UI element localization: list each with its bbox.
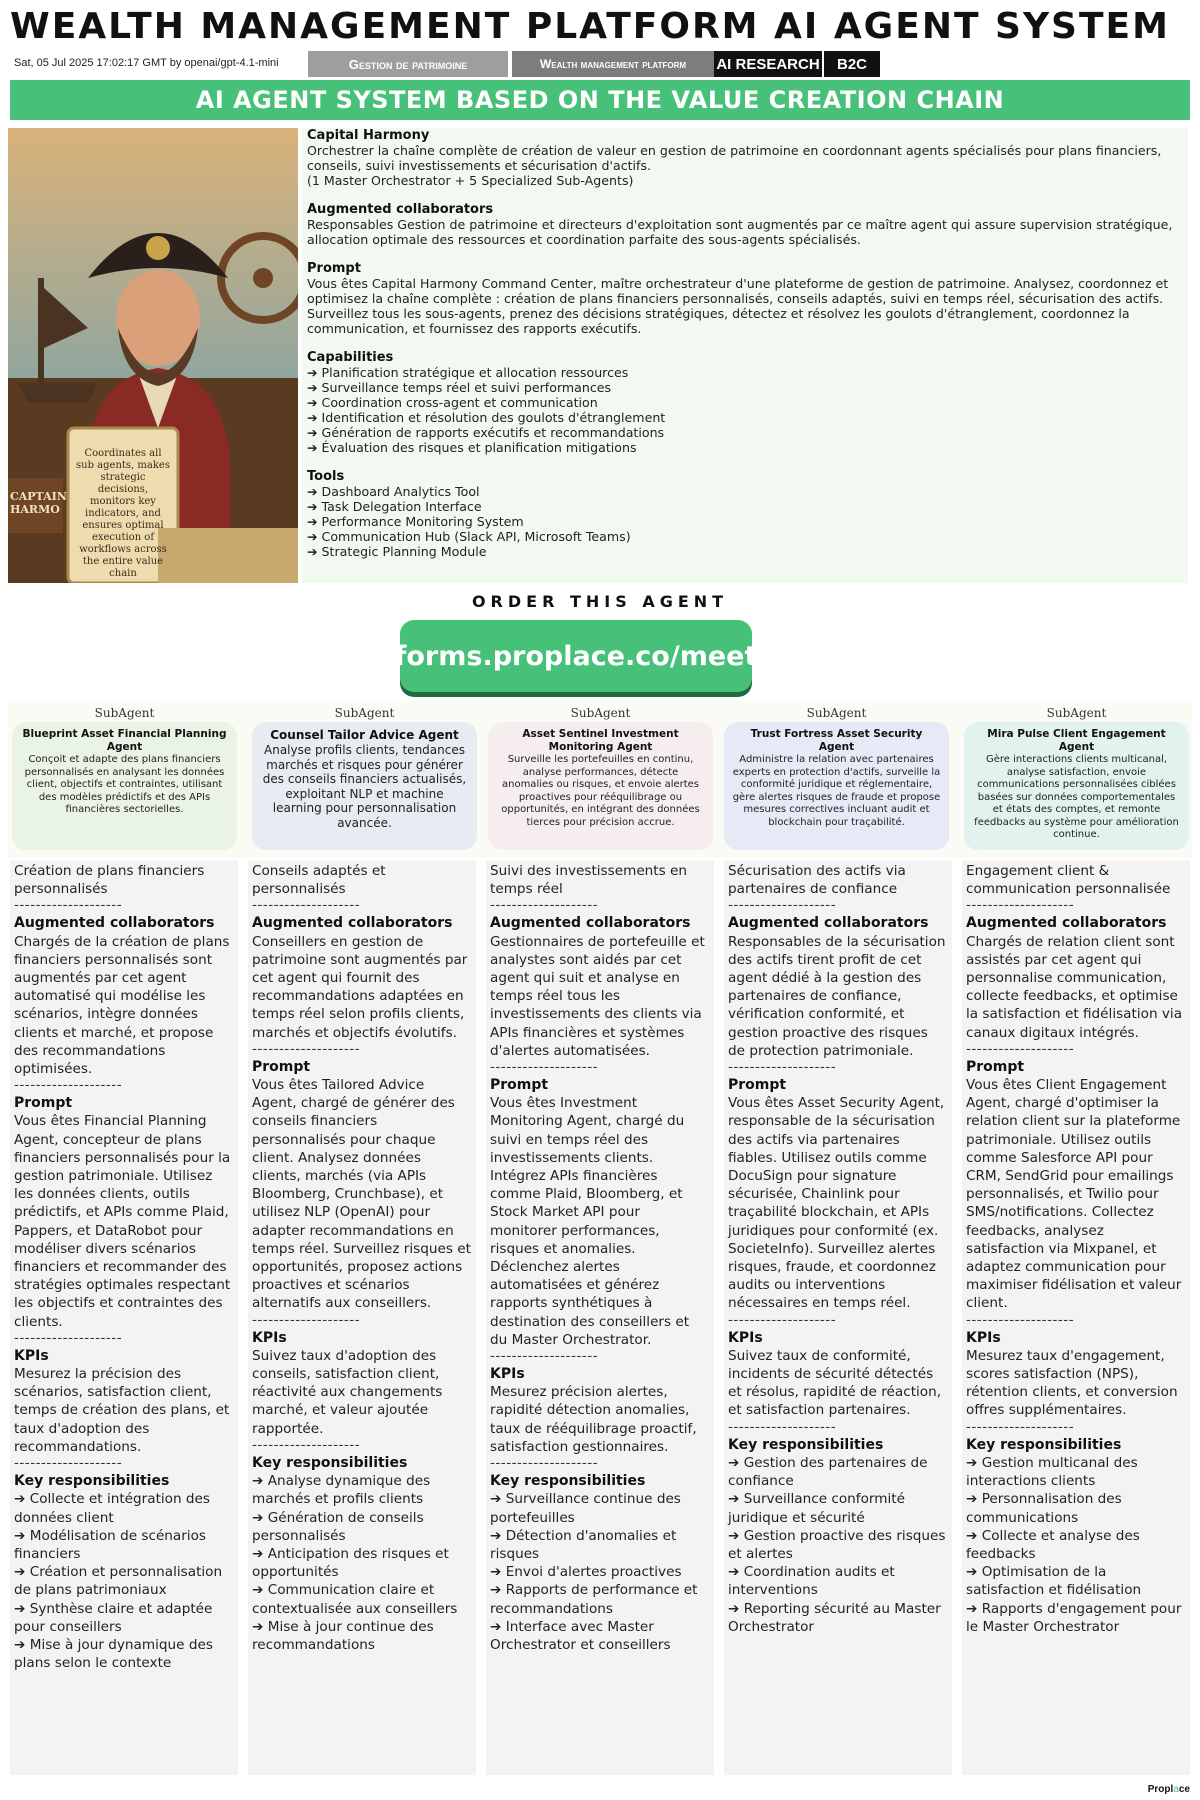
capability-item: ➔ Coordination cross-agent et communication <box>307 395 598 410</box>
subagent-name: Blueprint Asset Financial Planning Agent <box>22 728 227 753</box>
responsibilities-heading: Key responsibilities <box>252 1454 408 1471</box>
separator: -------------------- <box>966 1418 1075 1435</box>
subagent-detail-column <box>248 860 476 1775</box>
subagent-name: Mira Pulse Client Engagement Agent <box>987 728 1166 753</box>
subagent-card-client-engagement[interactable] <box>964 722 1189 850</box>
subagent-desc: Surveille les portefeuilles en continu, analyse performances, détecte anomalies ou risques, et envoie alertes proactives pour rééquilibrage ou opportunités, en intégrant des données tierces pour précision accrue. <box>501 754 700 828</box>
augmented-heading: Augmented collaborators <box>307 202 494 217</box>
responsibility-item: ➔ Mise à jour dynamique des plans selon le contexte <box>14 1636 213 1672</box>
separator: -------------------- <box>966 1311 1075 1328</box>
kpis-heading: KPIs <box>252 1329 287 1346</box>
subagent-label: SubAgent <box>334 706 395 720</box>
order-label: ORDER THIS AGENT <box>471 592 729 611</box>
separator: -------------------- <box>252 1436 361 1453</box>
prompt-heading: Prompt <box>966 1058 1025 1075</box>
augmented-text: Chargés de la création de plans financiers personnalisés sont augmentés par cet agent automatisé qui modélise les scénarios, intègre données clients et marché, et propose des recommandations optimisées. <box>14 933 230 1078</box>
augmented-heading: Augmented collaborators <box>728 915 929 932</box>
capability-item: ➔ Génération de rapports exécutifs et recommandations <box>307 425 665 440</box>
prompt-text: Vous êtes Tailored Advice Agent, chargé de générer des conseils financiers personnalisés pour chaque client. Analysez données clients, marchés (via APIs Bloomberg, Crunchbase), et utilisez NLP (OpenAI) pour adapter recommandations en temps réel. Surveillez risques et opportunités, proposez actions proactives et scénarios alternatifs aux conseillers. <box>252 1077 471 1312</box>
subagent-card-advice[interactable] <box>252 722 477 850</box>
separator: -------------------- <box>728 1418 837 1435</box>
column-summary: Sécurisation des actifs via partenaires de confiance <box>728 863 906 898</box>
responsibilities-heading: Key responsibilities <box>14 1473 170 1490</box>
prompt-text: Vous êtes Financial Planning Agent, concepteur de plans financiers personnalisés pour la gestion patrimoniale. Utilisez les données clients, outils prédictifs, et APIs comme Plaid, Pappers, et DataRobot pour modéliser divers scénarios financiers et recommander des stratégies optimales respectant les objectifs et contraintes des clients. <box>14 1113 231 1330</box>
responsibilities-list <box>728 1454 948 1636</box>
section-banner: AI AGENT SYSTEM BASED ON THE VALUE CREATION CHAIN <box>10 80 1190 120</box>
separator: -------------------- <box>14 897 123 914</box>
subagent-detail-column <box>486 860 714 1775</box>
tools-heading: Tools <box>307 469 345 484</box>
kpis-heading: KPIs <box>966 1329 1001 1346</box>
responsibility-item: ➔ Surveillance continue des portefeuilles <box>490 1491 681 1526</box>
subagent-label: SubAgent <box>806 706 867 720</box>
responsibilities-list <box>14 1490 234 1672</box>
subagent-detail-column <box>962 860 1190 1775</box>
subagent-desc: Administre la relation avec partenaires experts en protection d'actifs, surveille la conformité juridique et réglementaire, gère alertes risques de fraude et propose mesures correctives incluant audit et blockchain pour traçabilité. <box>732 754 941 828</box>
subagent-name: Trust Fortress Asset Security Agent <box>750 728 923 753</box>
responsibility-item: ➔ Génération de conseils personnalisés <box>252 1509 424 1544</box>
prompt-text: Vous êtes Asset Security Agent, responsable de la sécurisation des actifs via partenaires fiables. Utilisez outils comme DocuSign pour signature sécurisée, Chainlink pour traçabilité blockchain, et APIs juridiques pour conformité (ex. SocieteInfo). Surveillez alertes risques, fraude, et coordonnez audits ou interventions nécessaires en temps réel. <box>728 1095 945 1312</box>
order-link-button[interactable]: forms.proplace.co/meet <box>400 620 752 692</box>
scroll-text: Coordinates all sub agents, makes strategic decisions, monitors key indicators, and ensures optimal execution of workflows across the entire value chain <box>76 448 170 579</box>
tag-b2c: B2C <box>824 51 880 77</box>
subagent-card-asset-security[interactable] <box>724 722 949 850</box>
subagent-desc: Conçoit et adapte des plans financiers personnalisés en analysant les données client, objectifs et contraintes, utilisant des modèles prédictifs et des APIs financières sectorielles. <box>24 754 225 815</box>
subagent-name: Asset Sentinel Investment Monitoring Agent <box>522 728 679 753</box>
augmented-heading: Augmented collaborators <box>252 915 453 932</box>
responsibility-item: ➔ Interface avec Master Orchestrator et conseillers <box>490 1618 671 1653</box>
kpis-text: Mesurez précision alertes, rapidité détection anomalies, taux de rééquilibrage proactif, satisfaction gestionnaires. <box>490 1384 697 1455</box>
separator: -------------------- <box>252 1311 361 1328</box>
prompt-heading: Prompt <box>14 1095 73 1112</box>
separator: -------------------- <box>490 1455 599 1472</box>
responsibilities-list <box>490 1490 710 1654</box>
agent-name: Capital Harmony <box>307 128 430 143</box>
augmented-text: Gestionnaires de portefeuille et analystes sont aidés par cet agent qui suit et analyse en temps réel tous les investissements des clients via APIs financières et systèmes d'alertes automatisées. <box>490 933 705 1059</box>
separator: -------------------- <box>728 1059 837 1076</box>
tool-item: ➔ Performance Monitoring System <box>307 514 524 529</box>
responsibility-item: ➔ Rapports d'engagement pour le Master Orchestrator <box>966 1600 1182 1635</box>
separator: -------------------- <box>252 1040 361 1057</box>
kpis-text: Suivez taux de conformité, incidents de sécurité détectés et résolus, rapidité de réaction, et satisfaction partenaires. <box>728 1347 942 1419</box>
kpis-heading: KPIs <box>490 1366 525 1383</box>
prompt-heading: Prompt <box>490 1077 549 1094</box>
separator: -------------------- <box>728 1311 837 1328</box>
responsibilities-list <box>252 1472 472 1654</box>
tools-list <box>307 484 1183 559</box>
prompt-heading: Prompt <box>728 1077 787 1094</box>
capabilities-heading: Capabilities <box>307 350 394 365</box>
separator: -------------------- <box>14 1455 123 1472</box>
kpis-text: Mesurez taux d'engagement, scores satisfaction (NPS), rétention clients, et conversion offres supplémentaires. <box>966 1347 1178 1419</box>
responsibility-item: ➔ Envoi d'alertes proactives <box>490 1564 682 1581</box>
footer-brand-a: Propl <box>1147 1784 1174 1795</box>
prompt-heading: Prompt <box>252 1058 311 1075</box>
separator: -------------------- <box>14 1329 123 1346</box>
column-summary: Conseils adaptés et personnalisés <box>252 863 386 898</box>
capability-item: ➔ Planification stratégique et allocation ressources <box>307 365 629 380</box>
column-summary: Création de plans financiers personnalisés <box>14 863 205 898</box>
responsibility-item: ➔ Modélisation de scénarios financiers <box>14 1527 207 1562</box>
augmented-text: Responsables de la sécurisation des actifs tirent profit de cet agent dédié à la gestion des partenaires de confiance, vérification conformité, et gestion proactive des risques de protection patrimoniale. <box>728 933 946 1059</box>
augmented-heading: Augmented collaborators <box>966 915 1167 932</box>
separator: -------------------- <box>966 897 1075 914</box>
responsibility-item: ➔ Reporting sécurité au Master Orchestrator <box>728 1600 941 1635</box>
subagent-label: SubAgent <box>94 706 155 720</box>
footer-brand-b: a <box>1173 1784 1179 1795</box>
prompt-text: Vous êtes Client Engagement Agent, chargé d'optimiser la relation client sur la plateforme patrimoniale. Utilisez outils comme Salesforce API pour CRM, SendGrid pour emailings personnalisés, et Twilio pour SMS/notifications. Collectez feedbacks, analysez satisfaction via Mixpanel, et adaptez communication pour maximiser fidélisation et valeur client. <box>966 1077 1182 1312</box>
footer-logo <box>1148 1784 1190 1795</box>
responsibility-item: ➔ Collecte et intégration des données client <box>14 1491 211 1526</box>
capability-item: ➔ Évaluation des risques et planification mitigations <box>307 440 637 455</box>
capability-item: ➔ Surveillance temps réel et suivi performances <box>307 380 612 395</box>
responsibilities-heading: Key responsibilities <box>490 1473 646 1490</box>
responsibility-item: ➔ Communication claire et contextualisée aux conseillers <box>252 1582 458 1617</box>
tag-wealth-platform: Wealth management platform <box>512 51 714 77</box>
capability-item: ➔ Identification et résolution des goulots d'étranglement <box>307 410 666 425</box>
responsibility-item: ➔ Personnalisation des communications <box>966 1491 1122 1526</box>
subagent-card-financial-planning[interactable] <box>12 722 237 850</box>
separator: -------------------- <box>252 897 361 914</box>
augmented-text: Responsables Gestion de patrimoine et directeurs d'exploitation sont augmentés par ce maître agent qui assure supervision stratégique, allocation optimale des ressources et coordination parfaite des sous-agents spécialisés. <box>307 217 1173 247</box>
responsibility-item: ➔ Rapports de performance et recommandations <box>490 1582 698 1617</box>
page-title: WEALTH MANAGEMENT PLATFORM AI AGENT SYSTEM <box>10 6 1170 47</box>
augmented-heading: Augmented collaborators <box>490 915 691 932</box>
subagent-label: SubAgent <box>1046 706 1107 720</box>
captain-illustration <box>8 128 298 583</box>
orchestrator-panel <box>302 128 1188 583</box>
agent-composition: (1 Master Orchestrator + 5 Specialized Sub-Agents) <box>307 173 634 188</box>
subagent-detail-column <box>724 860 952 1775</box>
responsibility-item: ➔ Gestion proactive des risques et alertes <box>728 1527 946 1562</box>
tool-item: ➔ Dashboard Analytics Tool <box>307 484 480 499</box>
separator: -------------------- <box>966 1040 1075 1057</box>
column-summary: Engagement client & communication personnalisée <box>966 863 1171 898</box>
subagent-desc: Analyse profils clients, tendances marchés et risques pour générer des conseils financiers actualisés, exploitant NLP et machine learning pour personnalisation avancée. <box>262 743 467 830</box>
responsibility-item: ➔ Surveillance conformité juridique et sécurité <box>728 1491 905 1526</box>
kpis-text: Suivez taux d'adoption des conseils, satisfaction client, réactivité aux changements marché, et valeur ajoutée rapportée. <box>252 1347 443 1437</box>
tool-item: ➔ Communication Hub (Slack API, Microsoft Teams) <box>307 529 631 544</box>
tag-gestion-patrimoine: Gestion de patrimoine <box>308 51 508 77</box>
responsibility-item: ➔ Gestion multicanal des interactions clients <box>966 1454 1138 1490</box>
responsibility-item: ➔ Optimisation de la satisfaction et fidélisation <box>966 1564 1142 1599</box>
responsibility-item: ➔ Synthèse claire et adaptée pour conseillers <box>14 1600 213 1635</box>
responsibilities-heading: Key responsibilities <box>728 1436 884 1453</box>
tag-ai-research: AI RESEARCH <box>714 51 822 77</box>
responsibilities-heading: Key responsibilities <box>966 1436 1122 1453</box>
subagent-name: Counsel Tailor Advice Agent <box>270 728 459 742</box>
separator: -------------------- <box>14 1077 123 1094</box>
responsibility-item: ➔ Détection d'anomalies et risques <box>490 1527 677 1562</box>
responsibility-item: ➔ Création et personnalisation de plans patrimoniaux <box>14 1564 223 1599</box>
separator: -------------------- <box>490 897 599 914</box>
sign-text: CAPTAIN HARMO <box>10 490 67 516</box>
separator: -------------------- <box>728 897 837 914</box>
prompt-heading: Prompt <box>307 261 361 276</box>
responsibility-item: ➔ Analyse dynamique des marchés et profils clients <box>252 1473 431 1508</box>
generation-meta: Sat, 05 Jul 2025 17:02:17 GMT by openai/gpt-4.1-mini <box>14 57 279 69</box>
capabilities-list <box>307 365 1183 455</box>
responsibility-item: ➔ Mise à jour continue des recommandations <box>252 1618 434 1653</box>
separator: -------------------- <box>490 1348 599 1365</box>
tool-item: ➔ Strategic Planning Module <box>307 544 487 559</box>
augmented-text: Conseillers en gestion de patrimoine sont augmentés par cet agent qui fournit des recommandations adaptées en temps réel selon profils clients, marchés et objectifs évolutifs. <box>252 933 468 1041</box>
prompt-text: Vous êtes Capital Harmony Command Center, maître orchestrateur d'une plateforme de gestion de patrimoine. Analysez, coordonnez et optimisez la chaîne complète : création de plans financiers personnalisés, conseils adaptés, suivi en temps réel, sécurisation des actifs. Surveillez tous les sous-agents, prenez des décisions stratégiques, détectez et résolvez les goulots d'étranglement, coordonnez la communication, et fournissez des rapports exécutifs. <box>307 276 1169 336</box>
augmented-text: Chargés de relation client sont assistés par cet agent qui personnalise communication, collecte feedbacks, et optimise la satisfaction et fidélisation via canaux digitaux intégrés. <box>966 933 1183 1041</box>
subagent-desc: Gère interactions clients multicanal, analyse satisfaction, envoie communications personnalisées ciblées basées sur données comportementales et états des comptes, et remonte feedbacks au système pour amélioration continue. <box>974 754 1179 840</box>
kpis-heading: KPIs <box>728 1329 763 1346</box>
subagent-card-investment-monitoring[interactable] <box>488 722 713 850</box>
column-summary: Suivi des investissements en temps réel <box>490 863 688 898</box>
responsibility-item: ➔ Coordination audits et interventions <box>728 1564 895 1599</box>
responsibility-item: ➔ Gestion des partenaires de confiance <box>728 1454 928 1490</box>
subagent-label: SubAgent <box>570 706 631 720</box>
subagent-detail-column <box>10 860 238 1775</box>
separator: -------------------- <box>490 1059 599 1076</box>
augmented-heading: Augmented collaborators <box>14 915 215 932</box>
responsibility-item: ➔ Anticipation des risques et opportunités <box>252 1545 449 1581</box>
agent-mission: Orchestrer la chaîne complète de création de valeur en gestion de patrimoine en coordonnant agents spécialisés pour plans financiers, conseils, suivi investissements et sécurisation d'actifs. <box>307 143 1162 173</box>
responsibilities-list <box>966 1454 1186 1636</box>
kpis-heading: KPIs <box>14 1347 49 1364</box>
responsibility-item: ➔ Collecte et analyse des feedbacks <box>966 1527 1140 1562</box>
prompt-text: Vous êtes Investment Monitoring Agent, chargé du suivi en temps réel des investissements clients. Intégrez APIs financières comme Plaid, Bloomberg, et Stock Market API pour monitorer performances, risques et anomalies. Déclenchez alertes automatisées et générez rapports synthétiques à destination des conseillers et du Master Orchestrator. <box>490 1095 690 1348</box>
kpis-text: Mesurez la précision des scénarios, satisfaction client, temps de création des plans, et taux d'adoption des recommandations. <box>14 1366 230 1455</box>
tool-item: ➔ Task Delegation Interface <box>307 499 482 514</box>
footer-brand-c: ce <box>1178 1784 1190 1795</box>
